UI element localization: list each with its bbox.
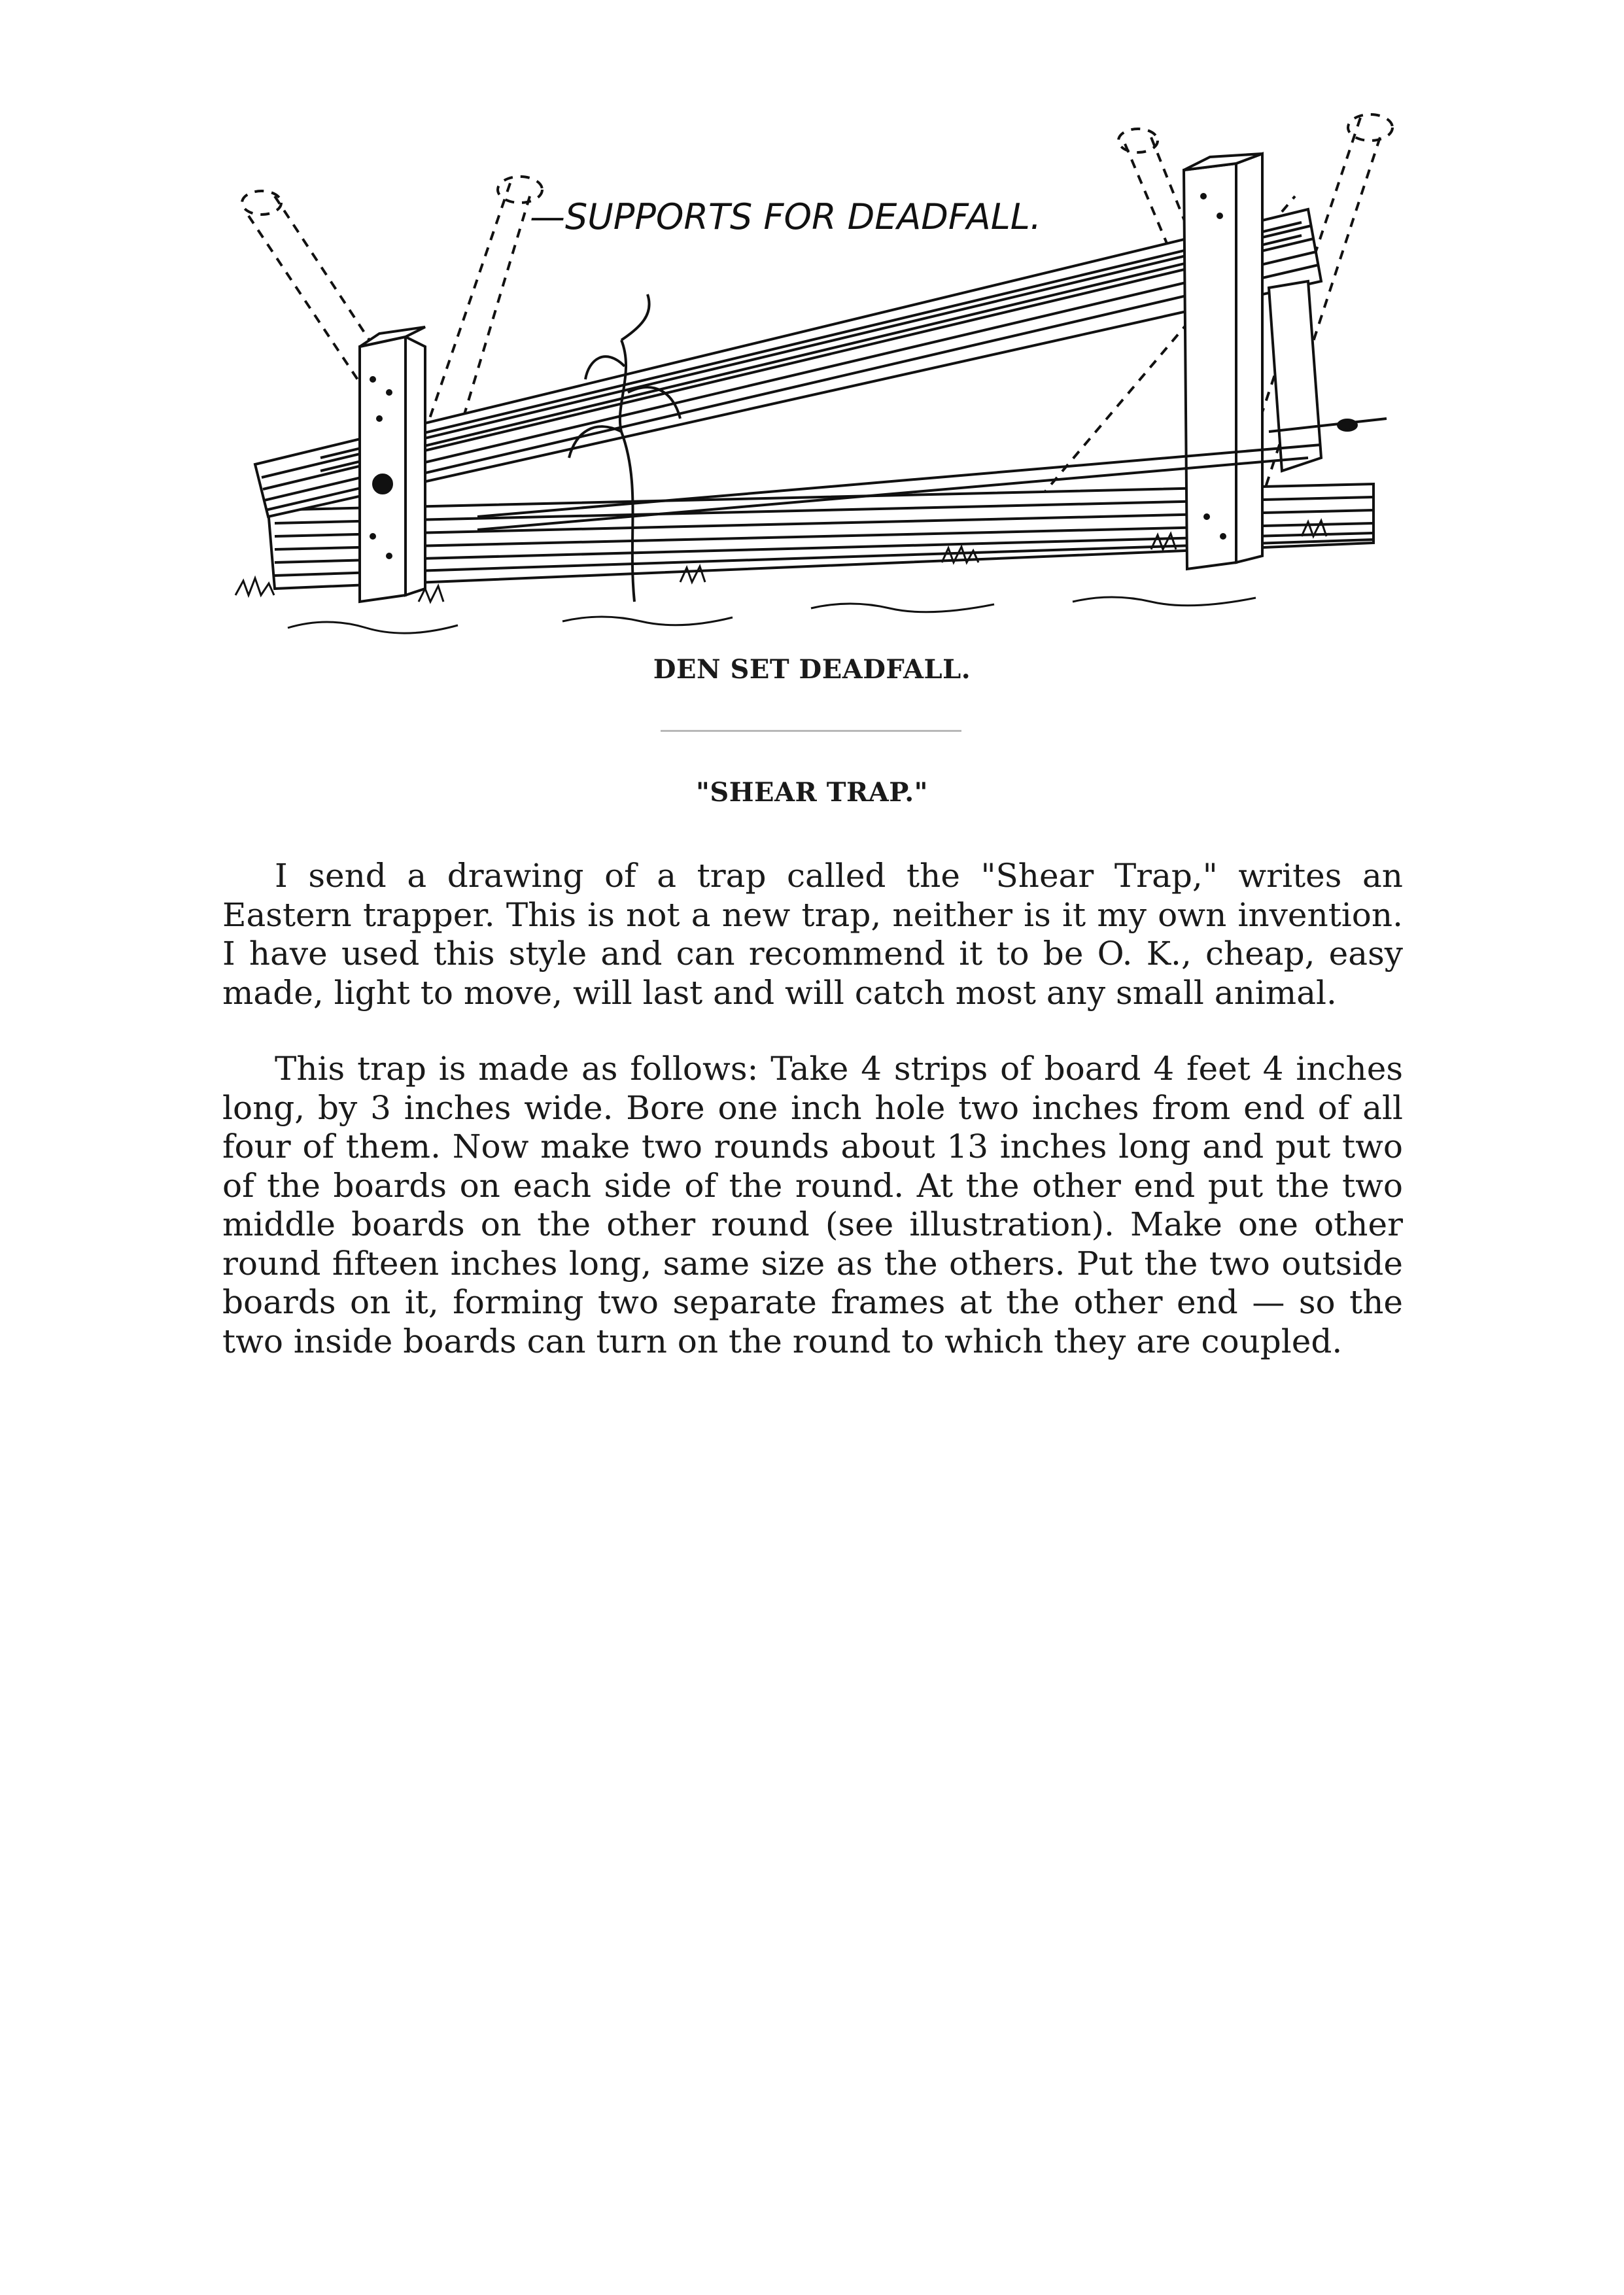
left-stake xyxy=(360,327,425,602)
section-heading: "SHEAR TRAP." xyxy=(696,777,928,808)
deadfall-drawing xyxy=(222,65,1439,667)
deadfall-illustration xyxy=(222,65,1439,667)
paragraph-1: I send a drawing of a trap called the "Shear Trap," writes an Eastern trapper. This is not a new trap, neither is it my own invention. I have used this style and can recommend it to be O. K., cheap, easy made, light to move, will last and will catch most any small animal. xyxy=(222,857,1403,1012)
supports-label: —SUPPORTS FOR DEADFALL. xyxy=(530,196,1042,237)
section-divider xyxy=(661,730,961,732)
illustration-caption: DEN SET DEADFALL. xyxy=(653,654,971,685)
right-stake xyxy=(1184,154,1262,569)
paragraph-2: This trap is made as follows: Take 4 strips of board 4 feet 4 inches long, by 3 inches wide. Bore one inch hole two inches from end of all four of them. Now make two rounds about 13 inches long and put two of the boards on each side of the round. At the other end put the two middle boards on the other round (see illustration). Make one other round fifteen inches long, same size as the others. Put the two outside boards on it, forming two separate frames at the other end — so the two inside boards can turn on the round to which they are coupled. xyxy=(222,1050,1403,1360)
